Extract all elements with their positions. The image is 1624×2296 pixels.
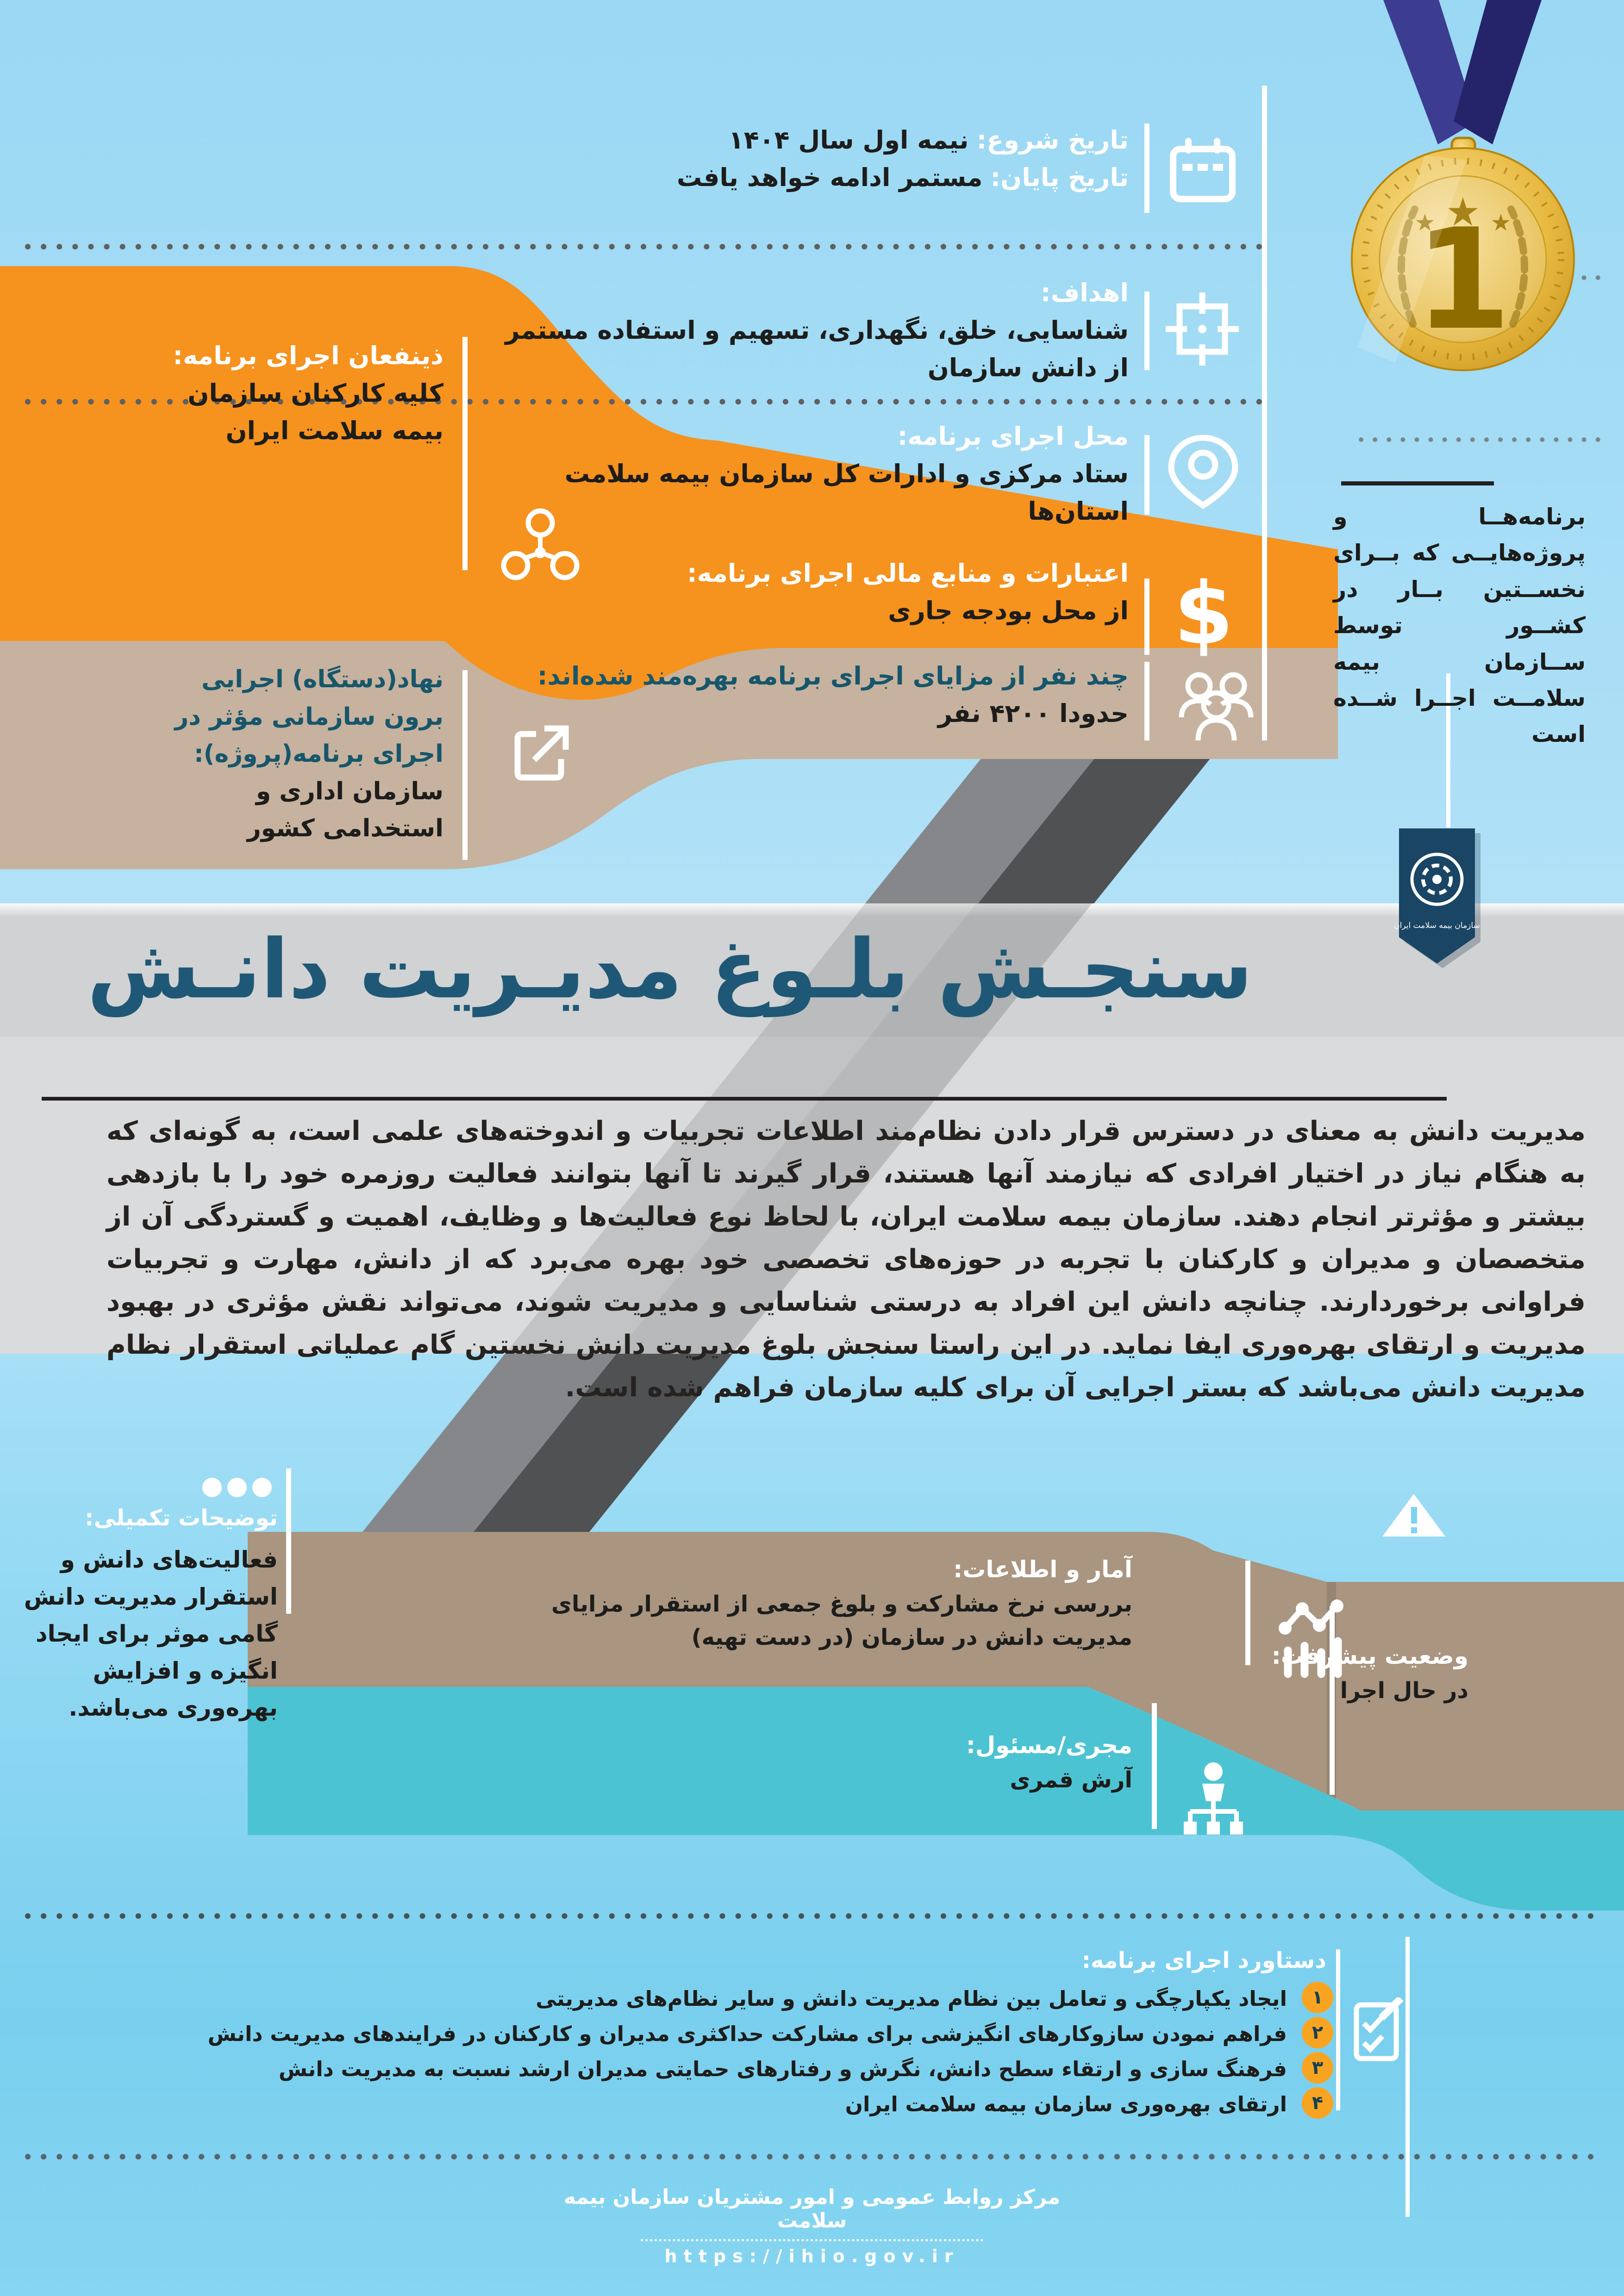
end-date-label: تاریخ پایان: — [990, 163, 1129, 192]
achievement-number-badge: ۴ — [1302, 2087, 1333, 2119]
notes-block — [19, 1502, 278, 1726]
status-value: در حال اجرا — [1340, 1677, 1468, 1704]
beneficiaries-value: حدودا ۴۲۰۰ نفر — [937, 699, 1129, 728]
logo-caption: سازمان بیمه سلامت ایران — [1394, 921, 1480, 930]
start-date-label: تاریخ شروع: — [976, 125, 1129, 155]
medal-icon — [1352, 148, 1574, 370]
goals-value: شناسایی، خلق، نگهداری، تسهیم و استفاده مستمر از دانش سازمان — [505, 316, 1129, 382]
footer-url[interactable]: https://ihio.gov.ir — [664, 2246, 960, 2266]
executor-label: مجری/مسئول: — [966, 1732, 1132, 1759]
stats-value: بررسی نرخ مشارکت و بلوغ جمعی از استقرار مزایای مدیریت دانش در سازمان (در دست تهیه) — [551, 1591, 1132, 1650]
location-value: ستاد مرکزی و ادارات کل سازمان بیمه سلامت استان‌ها — [564, 459, 1129, 526]
checklist-icon — [1353, 1997, 1405, 2062]
row-location — [481, 417, 1129, 530]
achievements-heading: دستاورد اجرای برنامه: — [1081, 1948, 1326, 1973]
target-frame-icon — [1166, 292, 1239, 366]
page-title: سنجـش بلـوغ مدیـریت دانـش — [87, 922, 1253, 1017]
achievement-number-badge: ۱ — [1302, 1982, 1333, 2013]
external-org-box-text — [138, 661, 443, 847]
budget-value: از محل بودجه جاری — [888, 596, 1129, 625]
ellipsis-icon — [202, 1478, 272, 1497]
row-dates — [481, 121, 1129, 196]
footer — [534, 2185, 1090, 2266]
achievement-item: فرهنگ سازی و ارتقاء سطح دانش، نگرش و رفتارهای حمایتی مدیران ارشد نسبت به مدیریت دانش — [278, 2057, 1287, 2081]
row-budget — [481, 554, 1129, 629]
status-block — [1269, 1639, 1468, 1704]
calendar-icon — [1168, 135, 1238, 205]
stakeholders-value: کلیه کارکنان سازمان بیمه سلامت ایران — [187, 379, 443, 445]
row-goals — [481, 274, 1129, 386]
executor-value: آرش قمری — [1010, 1767, 1132, 1793]
intro-paragraph: مدیریت دانش به معنای در دسترس قرار دادن نظام‌مند اطلاعات تجربیات و اندوخته‌های علمی است، به گونه‌ای که به هنگام نیاز در اختیار افرادی که نیازمند آنها هستند، قرار گیرند تا آنها بتوانند فعالیت روزمره خود را با بازدهی بیشتر و مؤثرتر انجام دهند. سازمان بیمه سلامت ایران، با لحاظ نوع فعالیت‌ها و وظایف، اهمیت و گستردگی آن از متخصصان و مدیران و کارکنان با تجربه در حوزه‌های تخصصی خود بهره می‌برد که از دانش، مهارت و تجربیات فراوانی برخوردارند. چنانچه دانش این افراد به درستی شناسایی و مدیریت شوند، می‌تواند نقش مؤثری در بهبود مدیریت و ارتقای بهره‌وری ایفا نماید. در این راستا سنجش بلوغ مدیریت دانش نخستین گام عملیاتی استقرار نظام مدیریت دانش می‌باشد که بستر اجرایی آن برای کلیه سازمان فراهم شده است. — [106, 1116, 1586, 1403]
footer-divider — [641, 2239, 983, 2241]
row-beneficiaries — [481, 657, 1129, 732]
external-org-label: نهاد(دستگاه) اجرایی برون سازمانی مؤثر در اجرای برنامه(پروژه): — [175, 666, 443, 768]
achievement-number-badge: ۲ — [1302, 2017, 1333, 2048]
end-date-value: مستمر ادامه خواهد یافت — [676, 163, 983, 192]
achievement-item: ارتقای بهره‌وری سازمان بیمه سلامت ایران — [845, 2092, 1287, 2116]
stats-block — [470, 1556, 1132, 1654]
warning-icon — [1382, 1494, 1445, 1537]
notes-value: فعالیت‌های دانش و استقرار مدیریت دانش گامی موثر برای ایجاد انگیزه و افزایش بهره‌وری می‌باشد. — [24, 1546, 278, 1721]
footer-org-line: مرکز روابط عمومی و امور مشتریان سازمان بیمه سلامت — [563, 2185, 1061, 2233]
location-label: محل اجرای برنامه: — [897, 422, 1129, 451]
status-label: وضعیت پیشرفت: — [1271, 1643, 1468, 1669]
stakeholders-box-text — [147, 337, 443, 449]
people-group-icon — [1176, 663, 1257, 744]
external-org-value: سازمان اداری و استخدامی کشور — [247, 777, 443, 843]
medal-number: 1 — [1414, 199, 1512, 361]
goals-label: اهداف: — [1041, 278, 1129, 307]
achievement-item: فراهم نمودن سازوکارهای انگیزشی برای مشارکت حداکثری مدیران و کارکنان در فرایندهای مدیریت دانش — [207, 2022, 1287, 2046]
executor-block — [484, 1732, 1132, 1797]
achievement-item: ایجاد یکپارچگی و تعامل بین نظام مدیریت دانش و سایر نظام‌های مدیریتی — [536, 1986, 1287, 2011]
stakeholders-label: ذینفعان اجرای برنامه: — [173, 341, 443, 370]
beneficiaries-label: چند نفر از مزایای اجرای برنامه بهره‌مند شده‌اند: — [537, 661, 1129, 691]
budget-label: اعتبارات و منابع مالی اجرای برنامه: — [687, 559, 1129, 588]
start-date-value: نیمه اول سال ۱۴۰۴ — [728, 125, 969, 155]
org-chart-icon — [1178, 1760, 1249, 1838]
dollar-icon: $ — [1174, 564, 1234, 664]
notes-label: توضیحات تکمیلی: — [85, 1505, 278, 1531]
medal-ribbon-right — [1454, 0, 1542, 144]
stats-label: آمار و اطلاعات: — [953, 1556, 1132, 1583]
medal-note: برنامه‌هــا و پروژه‌هایــی که بــرای نخســتین بــار در کشــور توسط ســازمان بیمه سلامــت اجــرا شــده است — [1333, 504, 1586, 748]
location-pin-icon — [1167, 434, 1240, 509]
achievement-number-badge: ۳ — [1302, 2052, 1333, 2084]
